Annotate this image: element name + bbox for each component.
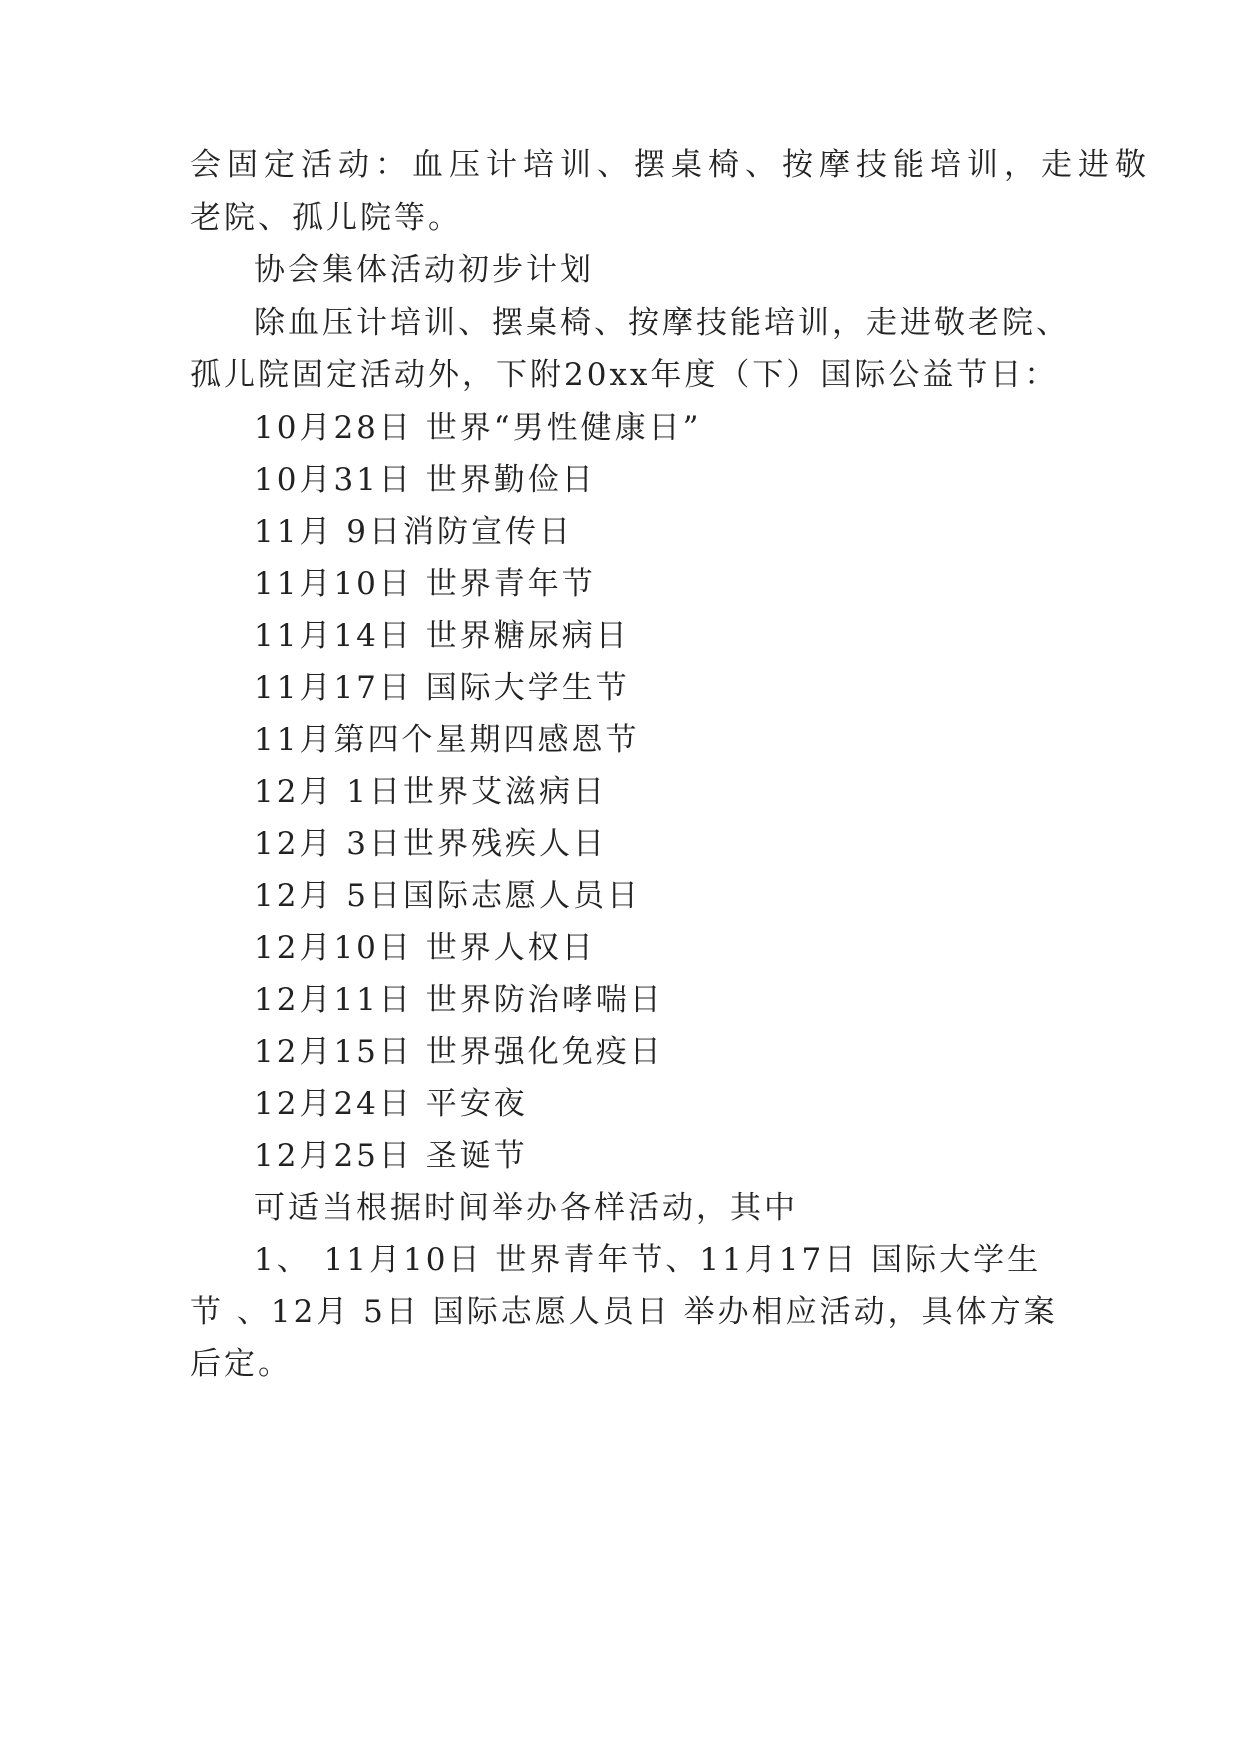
paragraph-line: 除血压计培训、摆桌椅、按摩技能培训，走进敬老院、 <box>254 305 1070 341</box>
holiday-item: 12月15日 世界强化免疫日 <box>254 1034 664 1070</box>
paragraph-line: 老院、孤儿院等。 <box>190 200 462 236</box>
holiday-item: 12月25日 圣诞节 <box>254 1138 528 1174</box>
paragraph-line: 1、 11月10日 世界青年节、11月17日 国际大学生 <box>254 1242 1042 1278</box>
paragraph-line: 节 、12月 5日 国际志愿人员日 举办相应活动，具体方案 <box>190 1294 1058 1330</box>
holiday-item: 11月 9日消防宣传日 <box>254 514 574 550</box>
paragraph-line: 孤儿院固定活动外，下附20xx年度（下）国际公益节日： <box>190 357 1059 393</box>
section-heading: 协会集体活动初步计划 <box>254 252 594 288</box>
holiday-item: 10月31日 世界勤俭日 <box>254 462 596 498</box>
holiday-item: 12月11日 世界防治哮喘日 <box>254 982 664 1018</box>
holiday-item: 10月28日 世界“男性健康日” <box>254 410 702 446</box>
holiday-item: 11月10日 世界青年节 <box>254 566 596 602</box>
holiday-item: 12月 3日世界残疾人日 <box>254 826 608 862</box>
holiday-item: 11月14日 世界糖尿病日 <box>254 618 630 654</box>
paragraph-line: 可适当根据时间举办各样活动，其中 <box>254 1190 798 1226</box>
holiday-item: 12月 5日国际志愿人员日 <box>254 878 642 914</box>
paragraph-line: 后定。 <box>190 1346 292 1382</box>
holiday-item: 12月10日 世界人权日 <box>254 930 596 966</box>
holiday-item: 12月24日 平安夜 <box>254 1086 528 1122</box>
holiday-item: 11月17日 国际大学生节 <box>254 670 630 706</box>
holiday-item: 12月 1日世界艾滋病日 <box>254 774 608 810</box>
holiday-item: 11月第四个星期四感恩节 <box>254 722 640 758</box>
paragraph-line: 会固定活动：血压计培训、摆桌椅、按摩技能培训，走进敬 <box>190 147 1152 183</box>
